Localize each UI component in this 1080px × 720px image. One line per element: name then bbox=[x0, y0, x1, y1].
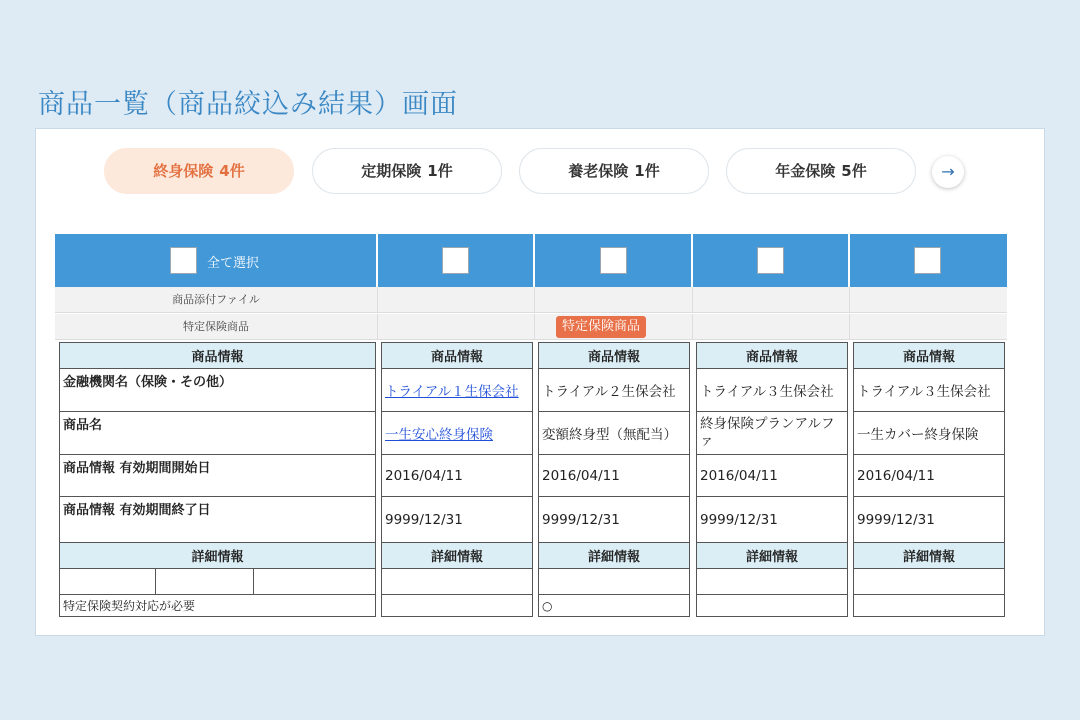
product-column bbox=[696, 342, 848, 617]
label-end-date: 商品情報 有効期間終了日 bbox=[60, 497, 376, 543]
page-title: 商品一覧（商品絞込み結果）画面 bbox=[38, 89, 458, 120]
label-company: 金融機関名（保険・その他） bbox=[60, 369, 376, 412]
attachment-cell bbox=[850, 287, 1007, 313]
product-name-cell: 変額終身型（無配当） bbox=[539, 412, 690, 455]
section-product-info: 商品情報 bbox=[382, 343, 533, 369]
end-date-cell: 9999/12/31 bbox=[854, 497, 1005, 543]
attachment-cell bbox=[693, 287, 850, 313]
product-checkbox[interactable] bbox=[442, 247, 469, 274]
section-product-info: 商品情報 bbox=[854, 343, 1005, 369]
tab-label: 年金保険 bbox=[775, 162, 836, 180]
product-checkbox[interactable] bbox=[600, 247, 627, 274]
product-checkbox[interactable] bbox=[914, 247, 941, 274]
special-cell bbox=[535, 314, 693, 340]
detail-cell bbox=[254, 569, 376, 595]
label-start-date: 商品情報 有効期間開始日 bbox=[60, 455, 376, 497]
tab-label: 終身保険 bbox=[153, 162, 214, 180]
detail-cell bbox=[539, 569, 690, 595]
tab-whole-life[interactable] bbox=[104, 148, 294, 194]
tab-count: 1件 bbox=[634, 162, 660, 180]
label-product-name: 商品名 bbox=[60, 412, 376, 455]
special-contract-cell: ○ bbox=[539, 595, 690, 617]
section-detail-info: 詳細情報 bbox=[854, 543, 1005, 569]
company-link[interactable]: トライアル１生保会社 bbox=[385, 384, 519, 400]
section-detail-info: 詳細情報 bbox=[697, 543, 848, 569]
product-name-cell: 終身保険プランアルファ bbox=[697, 412, 848, 455]
tab-annuity[interactable] bbox=[726, 148, 916, 194]
label-table bbox=[59, 342, 376, 617]
product-column bbox=[853, 342, 1005, 617]
attachment-cell bbox=[535, 287, 693, 313]
select-all-checkbox[interactable] bbox=[170, 247, 197, 274]
product-name-cell: 一生カバー終身保険 bbox=[854, 412, 1005, 455]
product-name-link[interactable]: 一生安心終身保険 bbox=[385, 427, 493, 443]
special-row-label: 特定保険商品 bbox=[55, 314, 378, 340]
product-checkbox[interactable] bbox=[757, 247, 784, 274]
section-detail-info: 詳細情報 bbox=[60, 543, 376, 569]
section-product-info: 商品情報 bbox=[697, 343, 848, 369]
header-product-cell bbox=[850, 234, 1007, 287]
detail-cell bbox=[156, 569, 254, 595]
tab-count: 4件 bbox=[219, 162, 245, 180]
attachment-cell bbox=[378, 287, 535, 313]
tab-endowment[interactable] bbox=[519, 148, 709, 194]
next-tabs-button[interactable] bbox=[932, 156, 964, 188]
detail-cell bbox=[382, 569, 533, 595]
end-date-cell: 9999/12/31 bbox=[697, 497, 848, 543]
section-product-info: 商品情報 bbox=[539, 343, 690, 369]
detail-cell bbox=[60, 569, 156, 595]
special-contract-cell bbox=[697, 595, 848, 617]
special-contract-cell bbox=[854, 595, 1005, 617]
header-product-cell bbox=[693, 234, 850, 287]
end-date-cell: 9999/12/31 bbox=[539, 497, 690, 543]
header-select-all-cell bbox=[55, 234, 378, 287]
special-contract-cell bbox=[382, 595, 533, 617]
special-cell bbox=[378, 314, 535, 340]
special-cell bbox=[850, 314, 1007, 340]
label-special-contract: 特定保険契約対応が必要 bbox=[60, 595, 376, 617]
detail-cell bbox=[697, 569, 848, 595]
company-cell: トライアル３生保会社 bbox=[697, 369, 848, 412]
product-column bbox=[381, 342, 533, 617]
start-date-cell: 2016/04/11 bbox=[697, 455, 848, 497]
product-name-cell bbox=[382, 412, 533, 455]
tab-term[interactable] bbox=[312, 148, 502, 194]
company-cell: トライアル２生保会社 bbox=[539, 369, 690, 412]
tab-count: 5件 bbox=[841, 162, 867, 180]
section-detail-info: 詳細情報 bbox=[382, 543, 533, 569]
special-product-badge: 特定保険商品 bbox=[556, 316, 646, 338]
start-date-cell: 2016/04/11 bbox=[854, 455, 1005, 497]
header-product-cell bbox=[378, 234, 535, 287]
arrow-right-icon: → bbox=[941, 162, 955, 181]
company-cell: トライアル３生保会社 bbox=[854, 369, 1005, 412]
product-column bbox=[538, 342, 690, 617]
end-date-cell: 9999/12/31 bbox=[382, 497, 533, 543]
comparison-grid bbox=[55, 234, 1007, 622]
select-all-label: 全て選択 bbox=[207, 256, 260, 271]
tab-label: 定期保険 bbox=[361, 162, 422, 180]
tab-label: 養老保険 bbox=[568, 162, 629, 180]
attachment-row-label: 商品添付ファイル bbox=[55, 287, 378, 313]
section-detail-info: 詳細情報 bbox=[539, 543, 690, 569]
tab-count: 1件 bbox=[427, 162, 453, 180]
start-date-cell: 2016/04/11 bbox=[539, 455, 690, 497]
section-product-info: 商品情報 bbox=[60, 343, 376, 369]
header-product-cell bbox=[535, 234, 693, 287]
detail-cell bbox=[854, 569, 1005, 595]
start-date-cell: 2016/04/11 bbox=[382, 455, 533, 497]
company-cell bbox=[382, 369, 533, 412]
special-cell bbox=[693, 314, 850, 340]
